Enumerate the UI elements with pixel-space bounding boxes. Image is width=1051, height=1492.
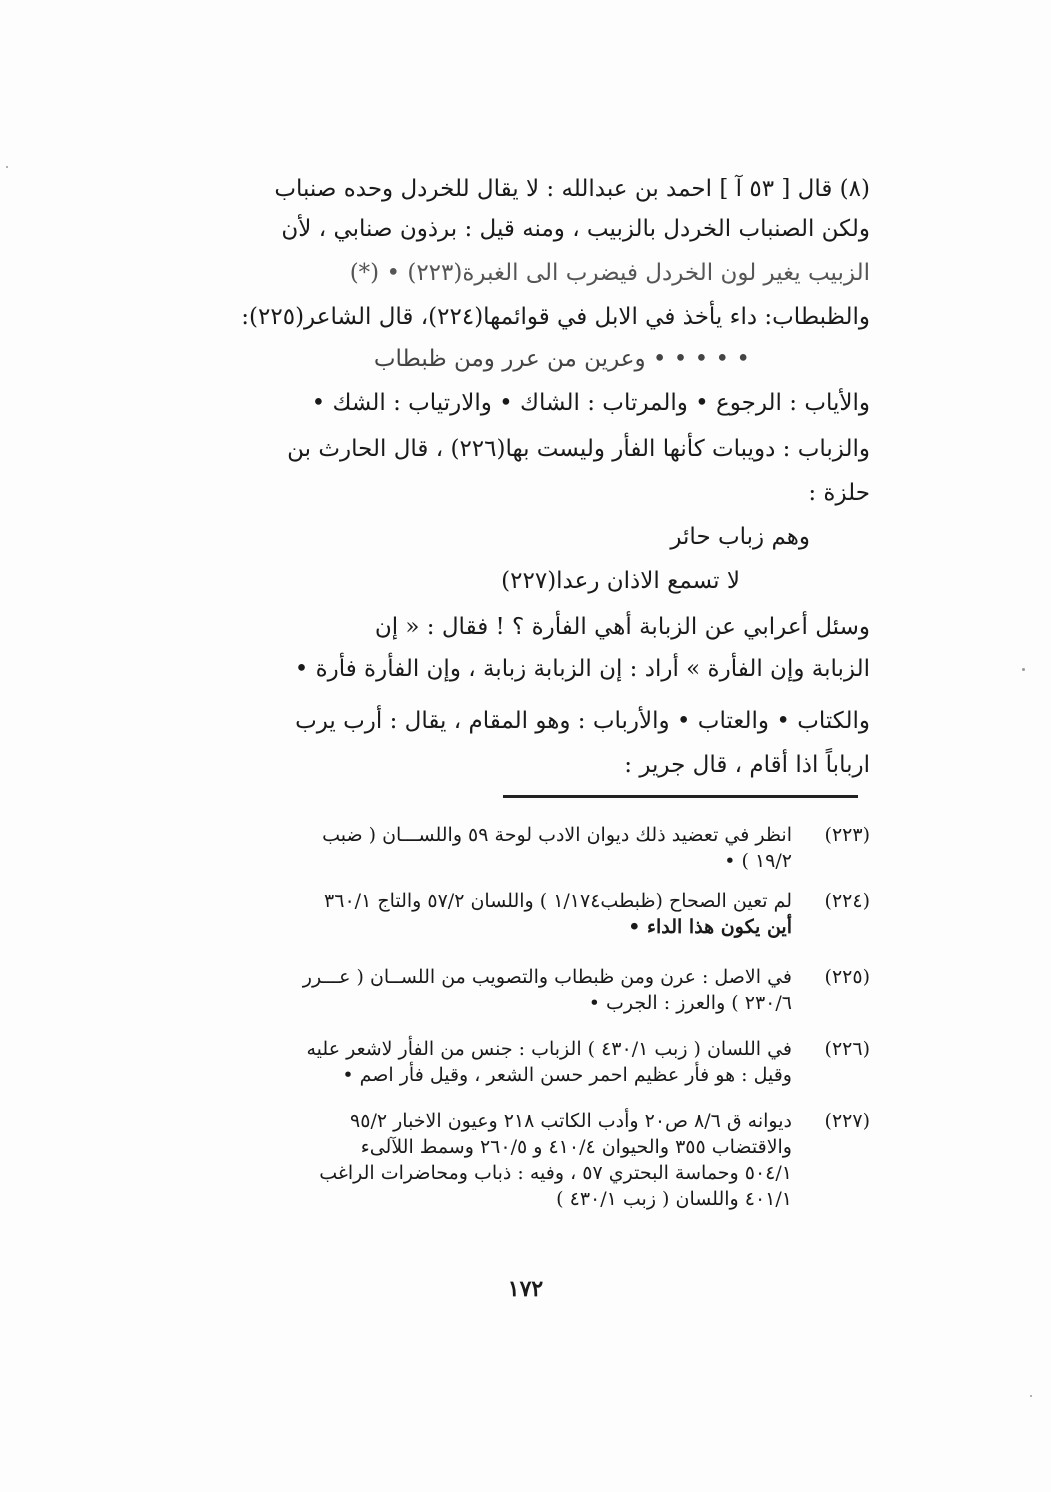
text-line: ارباباً اذا أقام ، قال جرير : [624, 752, 870, 778]
text-line: الزبيب يغير لون الخردل فيضرب الى الغبرة(٢٢٣) • (*) [349, 260, 870, 286]
footnote-line: لم تعين الصحاح (ظبطب١/١٧٤ ) واللسان ٥٧/٢ والتاج ٣٦٠/١ [324, 890, 792, 912]
footnote-divider [503, 795, 858, 798]
footnote-number: (٢٢٦) [824, 1038, 870, 1060]
text-line: حلزة : [808, 480, 870, 506]
text-line: والكتاب • والعتاب • والأرباب : وهو المقام ، يقال : أرب يرب [295, 708, 870, 734]
text-line: (٨) قال [ ٥٣ آ ] احمد بن عبدالله : لا يقال للخردل وحده صنباب [274, 176, 870, 202]
footnote-number: (٢٢٧) [824, 1110, 870, 1132]
scan-speck [6, 166, 8, 168]
footnote-line: والاقتضاب ٣٥٥ والحيوان ٤١٠/٤ و ٢٦٠/٥ وسمط اللآلىء [360, 1136, 792, 1158]
footnote-line: ١٩/٢ ) • [724, 850, 792, 872]
text-line: والظبطاب: داء يأخذ في الابل في قوائمها(٢٢٤)، قال الشاعر(٢٢٥): [241, 304, 870, 330]
main-text [200, 172, 870, 778]
footnotes [200, 822, 870, 1242]
text-line: الزبابة وإن الفأرة » أراد : إن الزبابة زبابة ، وإن الفأرة فأرة • [294, 656, 870, 682]
footnote-line: وقيل : هو فأر عظيم احمر حسن الشعر ، وقيل فأر اصم • [342, 1064, 792, 1086]
text-line: والأياب : الرجوع • والمرتاب : الشاك • والارتياب : الشك • [311, 390, 870, 416]
verse-line: لا تسمع الاذان رعدا(٢٢٧) [501, 568, 740, 594]
scan-speck [1022, 668, 1025, 671]
footnote-line: انظر في تعضيد ذلك ديوان الادب لوحة ٥٩ واللســـان ( ضبب [322, 824, 792, 846]
verse-line: وهم زباب حائر [670, 524, 810, 550]
footnote-number: (٢٢٤) [824, 890, 870, 912]
text-line: ولكن الصنباب الخردل بالزبيب ، ومنه قيل : برذون صنابي ، لأن [281, 216, 870, 242]
footnote-number: (٢٢٣) [824, 824, 870, 846]
footnote-line: في الاصل : عرن ومن ظبطاب والتصويب من اللســان ( عـــرر [302, 966, 792, 988]
text-line: والزباب : دويبات كأنها الفأر وليست بها(٢٢٦) ، قال الحارث بن [287, 436, 870, 462]
footnote-line: أين يكون هذا الداء • [628, 916, 792, 938]
footnote-number: (٢٢٥) [824, 966, 870, 988]
footnote-line: ٢٣٠/٦ ) والعرز : الجرب • [588, 992, 792, 1014]
text-line: وسئل أعرابي عن الزبابة أهي الفأرة ؟ ! فقال : « إن [374, 614, 870, 640]
footnote-line: ٥٠٤/١ وحماسة البحتري ٥٧ ، وفيه : ذباب ومحاضرات الراغب [319, 1162, 792, 1184]
footnote-line: ديوانه ق ٨/٦ ص٢٠ وأدب الكاتب ٢١٨ وعيون الاخبار ٩٥/٢ [350, 1110, 792, 1132]
footnote-line: ٤٠١/١ واللسان ( زبب ٤٣٠/١ ) [556, 1188, 792, 1210]
verse-line: • • • • • وعرين من عرر ومن ظبطاب [373, 346, 750, 372]
footnote-line: في اللسان ( زبب ٤٣٠/١ ) الزباب : جنس من الفأر لاشعر عليه [306, 1038, 792, 1060]
scan-speck [1030, 1395, 1032, 1397]
page-number: ١٧٢ [507, 1276, 544, 1302]
